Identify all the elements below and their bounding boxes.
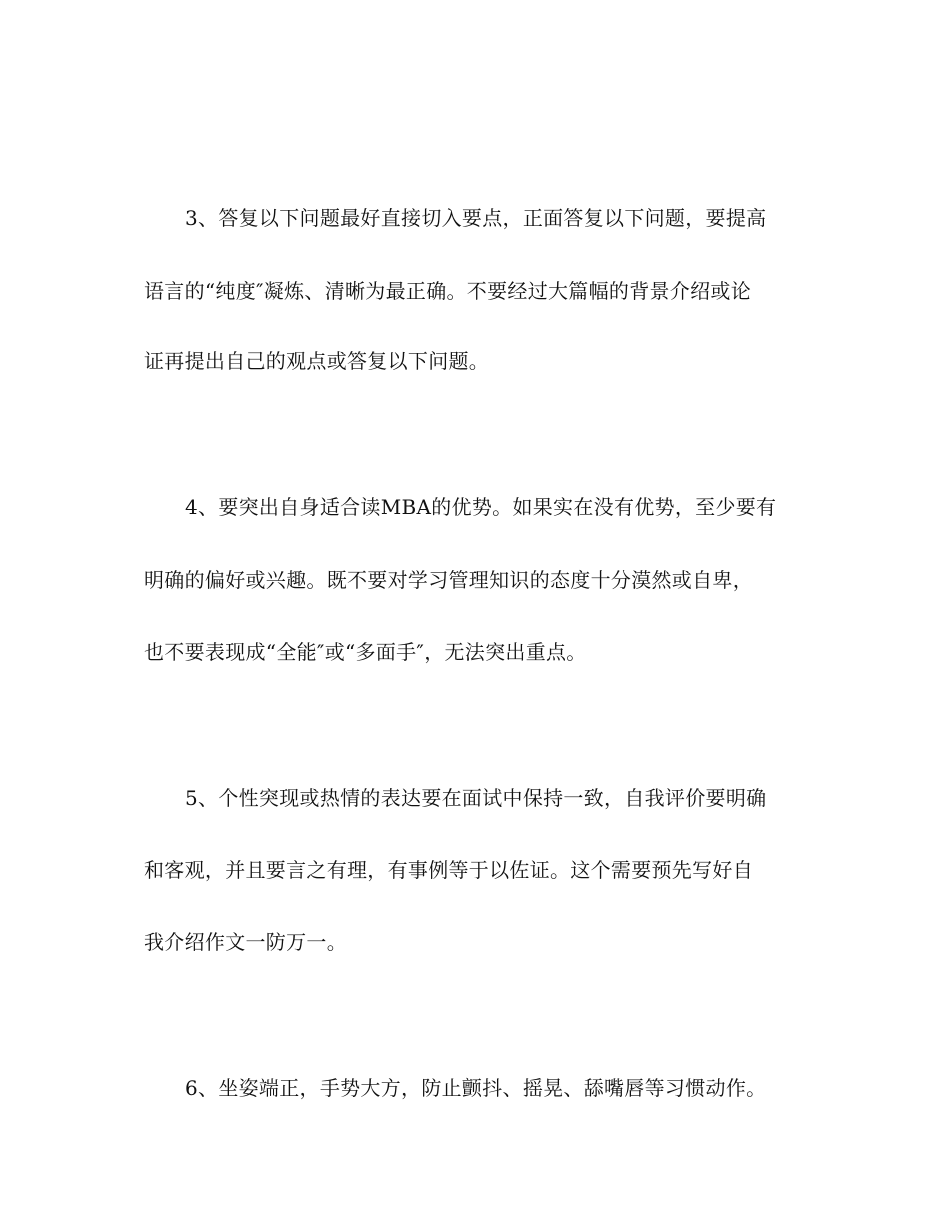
paragraph-5-line-2: 和客观，并且要言之有理，有事例等于以佐证。这个需要预先写好自 [144,858,753,882]
paragraph-4-line-2: 明确的偏好或兴趣。既不要对学习管理知识的态度十分漠然或自卑， [144,568,753,592]
paragraph-3-line-1: 3、答复以下问题最好直接切入要点，正面答复以下问题，要提高 [185,206,767,230]
paragraph-3-line-3: 证再提出自己的观点或答复以下问题。 [144,349,490,373]
paragraph-5-line-1: 5、个性突现或热情的表达要在面试中保持一致，自我评价要明确 [185,786,767,810]
paragraph-3-line-2: 语言的“纯度″凝炼、清晰为最正确。不要经过大篇幅的背景介绍或论 [144,279,751,303]
paragraph-6-line-1: 6、坐姿端正，手势大方，防止颤抖、摇晃、舔嘴唇等习惯动作。 [185,1076,767,1100]
paragraph-5-line-3: 我介绍作文一防万一。 [144,930,347,954]
paragraph-4-line-1: 4、要突出自身适合读MBA的优势。如果实在没有优势，至少要有 [185,495,777,519]
paragraph-4-line-3: 也不要表现成“全能″或“多面手″，无法突出重点。 [144,640,587,664]
